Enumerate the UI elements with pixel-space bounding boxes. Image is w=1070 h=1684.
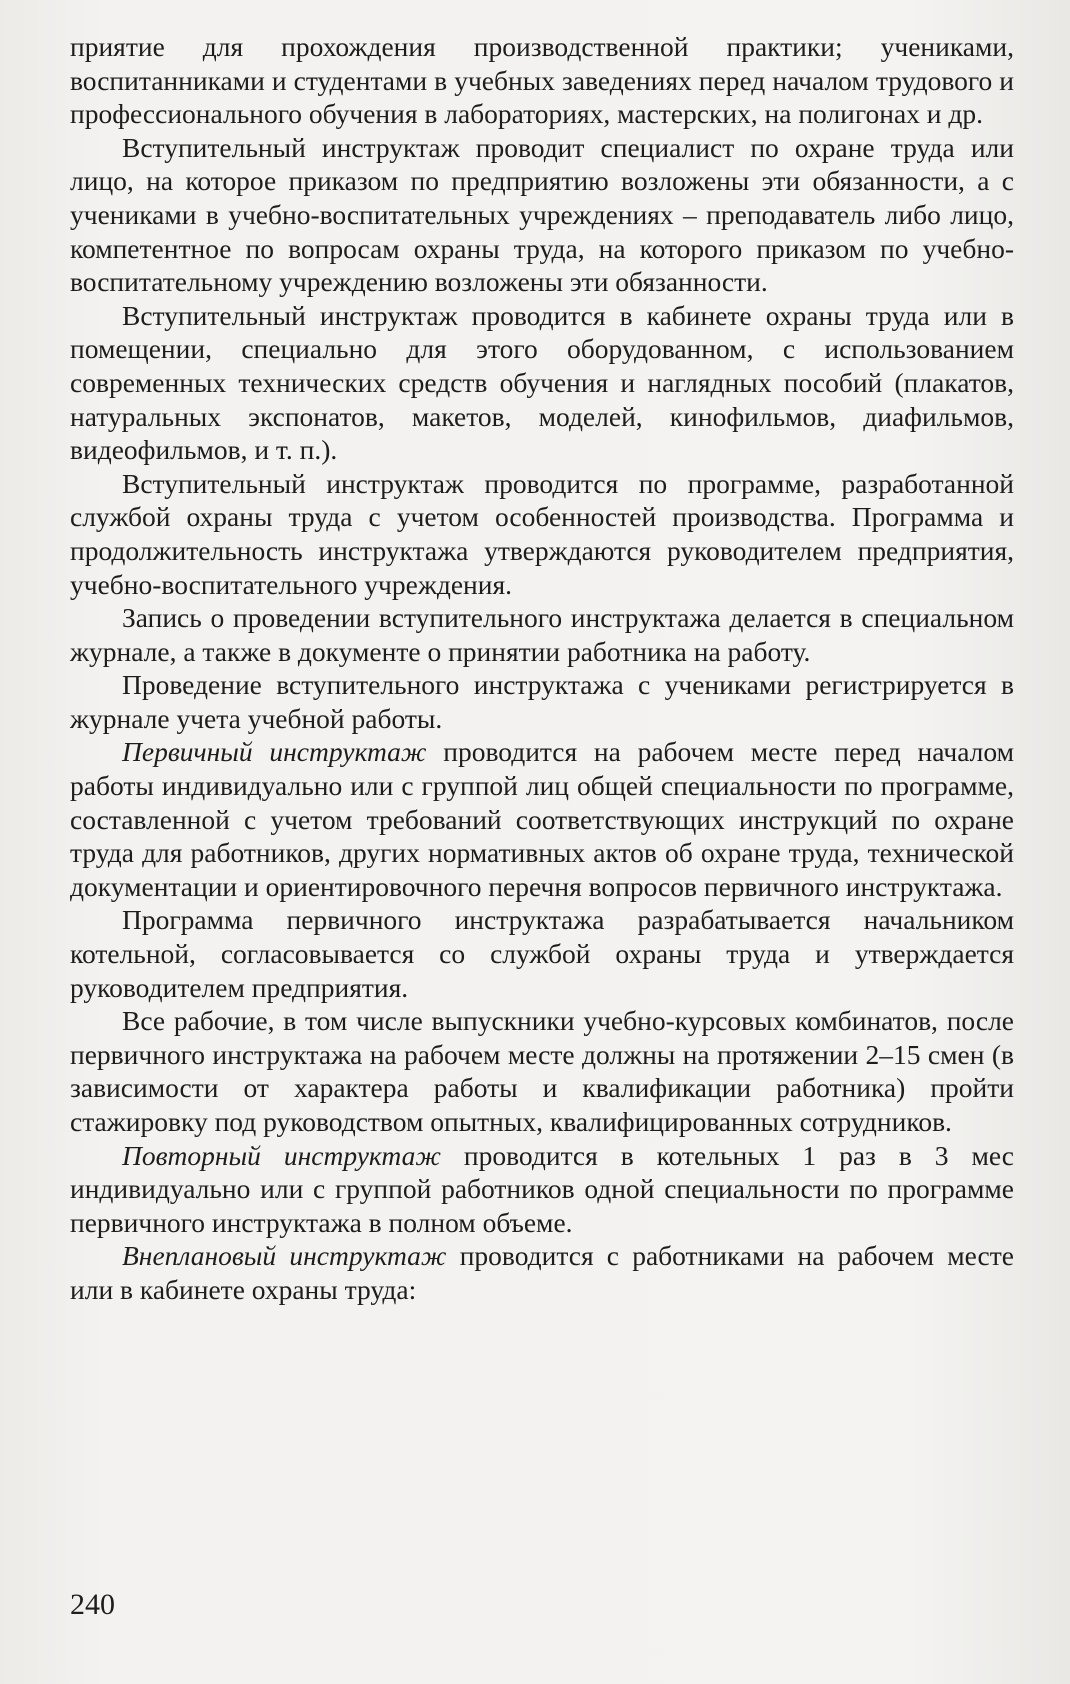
- paragraph: [70, 601, 1014, 668]
- paragraph: [70, 131, 1014, 299]
- paragraph-text: Проведение вступительного инструктажа с учениками регистрируется в журнале учета учебной работы.: [70, 669, 1014, 734]
- paragraph: [70, 299, 1014, 467]
- paragraph-text: Вступительный инструктаж проводится по программе, разработанной службой охраны труда с учетом особенностей производства. Программа и продолжительность инструктажа утверждаются руководителем предприятия, учебно-воспитательного учреждения.: [70, 467, 1014, 600]
- paragraph: [70, 467, 1014, 601]
- paragraph: [70, 668, 1014, 735]
- paragraph-text: Запись о проведении вступительного инструктажа делается в специальном журнале, а также в документе о принятии работника на работу.: [70, 602, 1014, 667]
- paragraph: [70, 1004, 1014, 1138]
- paragraph-text: Все рабочие, в том числе выпускники учебно-курсовых комбинатов, после первичного инструктажа на рабочем месте должны на протяжении 2–15 смен (в зависимости от характера работы и квалификации работника) пройти стажировку под руководством опытных, квалифицированных сотрудников.: [70, 1005, 1014, 1137]
- paragraph-text: проводится в котельных 1 раз в 3 мес индивидуально или с группой работников одной специальности по программе первичного инструктажа в полном объеме.: [70, 1139, 1014, 1238]
- term-unscheduled-briefing: Внеплановый инструктаж: [122, 1240, 447, 1272]
- paragraph-text: проводится на рабочем месте перед началом работы индивидуально или с группой лиц общей специальности по программе, составленной с учетом требований соответствующих инструкций по охране труда для работников, других нормативных актов об охране труда, технической документации и ориентировочного перечня вопросов первичного инструктажа.: [70, 736, 1014, 902]
- paragraph: [70, 30, 1014, 131]
- paragraph: [70, 1139, 1014, 1240]
- paragraph: [70, 903, 1014, 1004]
- term-primary-briefing: Первичный инструктаж: [122, 736, 427, 768]
- paragraph-text: приятие для прохождения производственной практики; учениками, воспитанниками и студентами в учебных заведениях перед началом трудового и профессионального обучения в лабораториях, мастерских, на полигонах и др.: [70, 31, 1014, 130]
- paragraph-text: проводится с работниками на рабочем месте или в кабинете охраны труда:: [70, 1240, 1014, 1305]
- paragraph-text: Вступительный инструктаж проводится в кабинете охраны труда или в помещении, специально для этого оборудованном, с использованием современных технических средств обучения и наглядных пособий (плакатов, натуральных экспонатов, макетов, моделей, кинофильмов, диафильмов, видеофильмов, и т. п.).: [70, 299, 1014, 466]
- page-number: 240: [70, 1588, 115, 1621]
- term-repeat-briefing: Повторный инструктаж: [122, 1139, 441, 1171]
- paragraph-text: Программа первичного инструктажа разрабатывается начальником котельной, согласовывается со службой охраны труда и утверждается руководителем предприятия.: [70, 904, 1014, 1003]
- paragraph-text: Вступительный инструктаж проводит специалист по охране труда или лицо, на которое приказом по предприятию возложены эти обязанности, а с учениками в учебно-воспитательных учреждениях – преподаватель либо лицо, компетентное по вопросам охраны труда, на которого приказом по учебно-воспитательному учреждению возложены эти обязанности.: [70, 131, 1014, 298]
- page-text: [70, 30, 1014, 1307]
- paragraph: [70, 1239, 1014, 1306]
- paragraph: [70, 735, 1014, 903]
